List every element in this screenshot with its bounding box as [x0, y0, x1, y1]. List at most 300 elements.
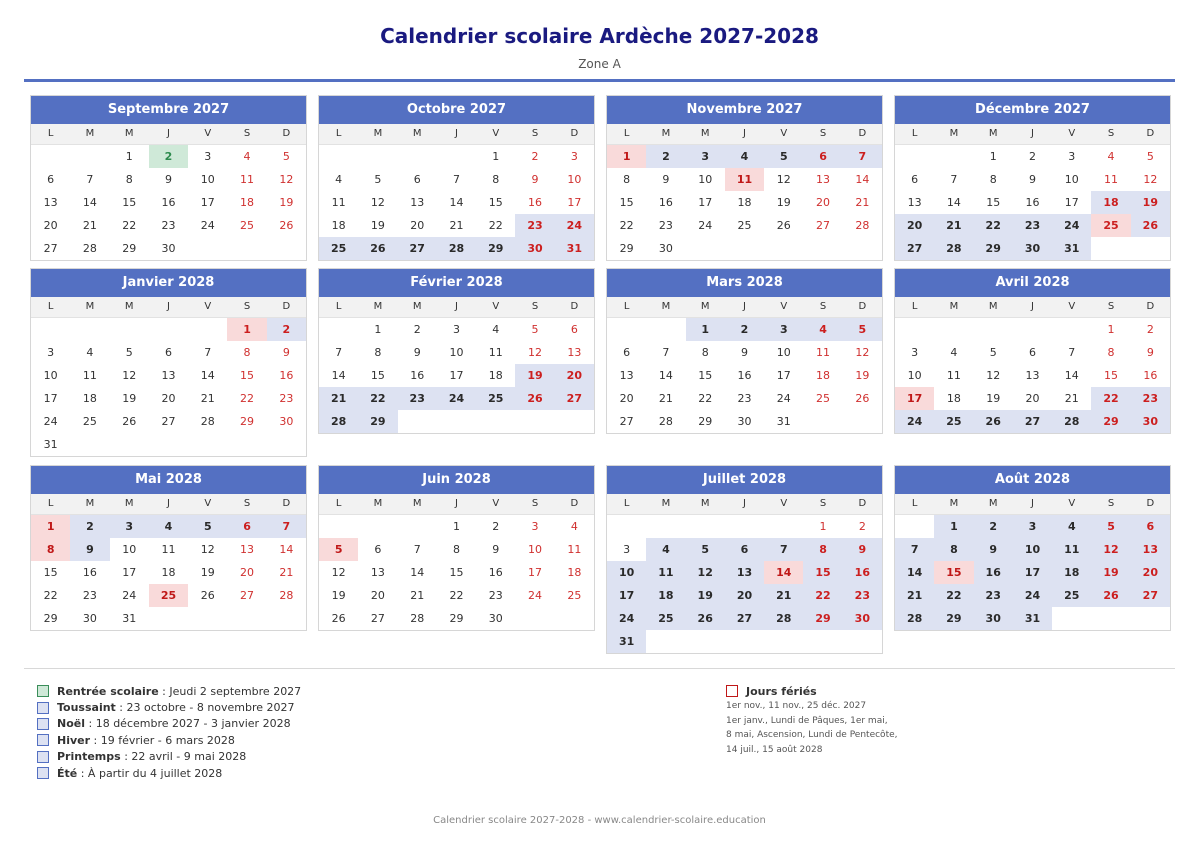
day-cell: 27: [816, 219, 831, 232]
holidays-list: [726, 699, 898, 757]
weekday-label: S: [1107, 498, 1115, 509]
month-title: Août 2028: [895, 466, 1170, 494]
day-cell: 6: [570, 323, 578, 336]
day-grid: [31, 318, 306, 456]
weekday-label: S: [531, 128, 539, 139]
empty-cell: [725, 515, 764, 538]
day-cell: 12: [122, 369, 137, 382]
day-cell: 3: [911, 346, 919, 359]
day-cell: 3: [623, 543, 631, 556]
day-cell: 31: [122, 612, 137, 625]
empty-cell: [398, 145, 437, 168]
weekday-label: S: [1107, 301, 1115, 312]
legend-name: Hiver: [57, 733, 91, 747]
weekday-label: S: [819, 301, 827, 312]
month-calendar: [894, 95, 1171, 261]
legend-name: Rentrée scolaire: [57, 684, 159, 698]
day-cell: 20: [410, 219, 425, 232]
weekday-label: L: [335, 498, 342, 509]
day-cell: 24: [200, 219, 215, 232]
day-cell: 18: [1052, 561, 1091, 584]
day-cell: 24: [1013, 584, 1052, 607]
day-cell: 22: [934, 584, 973, 607]
month-title: Septembre 2027: [31, 96, 306, 124]
weekday-label: M: [412, 301, 422, 312]
day-cell: 12: [331, 566, 346, 579]
weekday-label: M: [661, 301, 671, 312]
empty-cell: [31, 318, 70, 341]
day-cell: 6: [623, 346, 631, 359]
holidays-legend: [726, 683, 898, 757]
day-cell: 26: [974, 410, 1013, 433]
day-cell: 17: [895, 387, 934, 410]
day-cell: 8: [492, 173, 500, 186]
day-cell: 22: [240, 392, 255, 405]
day-cell: 25: [567, 589, 582, 602]
day-cell: 9: [164, 173, 172, 186]
day-cell: 8: [374, 346, 382, 359]
day-cell: 25: [816, 392, 831, 405]
weekday-label: S: [243, 301, 251, 312]
empty-cell: [895, 515, 934, 538]
day-cell: 21: [319, 387, 358, 410]
day-cell: 13: [567, 346, 582, 359]
day-cell: 29: [122, 242, 137, 255]
day-cell: 18: [240, 196, 255, 209]
day-cell: 17: [122, 566, 137, 579]
day-cell: 25: [1052, 584, 1091, 607]
empty-cell: [319, 515, 358, 538]
day-cell: 12: [1143, 173, 1158, 186]
day-cell: 1: [125, 150, 133, 163]
day-cell: 15: [698, 369, 713, 382]
day-cell: 21: [934, 214, 973, 237]
weekday-header: [31, 297, 306, 318]
weekday-label: M: [85, 128, 95, 139]
day-cell: 16: [658, 196, 673, 209]
day-cell: 26: [686, 607, 725, 630]
weekday-header: [319, 297, 594, 318]
legend-detail: : Jeudi 2 septembre 2027: [158, 684, 302, 698]
day-cell: 20: [619, 392, 634, 405]
day-cell: 22: [358, 387, 397, 410]
day-cell: 23: [658, 219, 673, 232]
empty-cell: [607, 318, 646, 341]
day-cell: 18: [331, 219, 346, 232]
day-cell: 6: [374, 543, 382, 556]
day-cell: 1: [934, 515, 973, 538]
weekday-label: M: [373, 128, 383, 139]
weekday-label: J: [1031, 498, 1034, 509]
day-cell: 8: [623, 173, 631, 186]
day-cell: 25: [240, 219, 255, 232]
day-cell: 24: [1052, 214, 1091, 237]
weekday-label: S: [1107, 128, 1115, 139]
day-grid: [607, 318, 882, 433]
legend-name: Printemps: [57, 750, 121, 764]
day-cell: 15: [449, 566, 464, 579]
day-cell: 7: [204, 346, 212, 359]
day-cell: 14: [279, 543, 294, 556]
day-grid: [319, 318, 594, 433]
day-cell: 14: [200, 369, 215, 382]
day-cell: 8: [31, 538, 70, 561]
day-grid: [31, 145, 306, 260]
day-cell: 15: [43, 566, 58, 579]
legend-item: [37, 699, 301, 715]
day-cell: 10: [698, 173, 713, 186]
day-cell: 6: [227, 515, 266, 538]
day-cell: 11: [240, 173, 255, 186]
day-cell: 30: [488, 612, 503, 625]
month-title: Octobre 2027: [319, 96, 594, 124]
weekday-label: D: [858, 498, 867, 509]
day-cell: 27: [555, 387, 594, 410]
month-calendar: [318, 268, 595, 434]
day-cell: 17: [449, 369, 464, 382]
day-cell: 27: [725, 607, 764, 630]
weekday-label: M: [661, 498, 671, 509]
day-cell: 10: [1064, 173, 1079, 186]
day-cell: 14: [946, 196, 961, 209]
day-cell: 5: [686, 538, 725, 561]
day-cell: 28: [437, 237, 476, 260]
day-cell: 13: [619, 369, 634, 382]
day-cell: 31: [1013, 607, 1052, 630]
day-cell: 15: [370, 369, 385, 382]
empty-cell: [70, 145, 109, 168]
day-cell: 22: [122, 219, 137, 232]
day-cell: 17: [698, 196, 713, 209]
day-cell: 25: [149, 584, 188, 607]
weekday-label: M: [700, 128, 710, 139]
day-cell: 24: [437, 387, 476, 410]
day-cell: 4: [646, 538, 685, 561]
day-cell: 27: [240, 589, 255, 602]
month-title: Décembre 2027: [895, 96, 1170, 124]
weekday-label: L: [911, 301, 918, 312]
empty-cell: [934, 318, 973, 341]
day-cell: 24: [528, 589, 543, 602]
weekday-label: M: [85, 498, 95, 509]
day-cell: 29: [974, 237, 1013, 260]
weekday-label: V: [1068, 128, 1076, 139]
day-cell: 19: [279, 196, 294, 209]
page-title: Calendrier scolaire Ardèche 2027-2028: [380, 24, 819, 48]
month-calendar: [606, 268, 883, 434]
weekday-label: M: [412, 498, 422, 509]
month-calendar: [606, 95, 883, 261]
day-cell: 22: [488, 219, 503, 232]
day-cell: 28: [934, 237, 973, 260]
holidays-line: 8 mai, Ascension, Lundi de Pentecôte,: [726, 730, 898, 741]
day-cell: 28: [410, 612, 425, 625]
day-cell: 11: [567, 543, 582, 556]
day-cell: 10: [449, 346, 464, 359]
empty-cell: [1013, 318, 1052, 341]
day-cell: 1: [452, 520, 460, 533]
day-cell: 30: [82, 612, 97, 625]
day-cell: 1: [492, 150, 500, 163]
legend-swatch-icon: [37, 718, 49, 730]
day-cell: 30: [658, 242, 673, 255]
day-cell: 21: [855, 196, 870, 209]
day-cell: 3: [1068, 150, 1076, 163]
day-cell: 23: [398, 387, 437, 410]
day-cell: 9: [843, 538, 882, 561]
day-cell: 22: [698, 392, 713, 405]
day-cell: 29: [449, 612, 464, 625]
day-cell: 10: [1013, 538, 1052, 561]
day-cell: 12: [200, 543, 215, 556]
day-cell: 17: [607, 584, 646, 607]
day-cell: 19: [776, 196, 791, 209]
day-cell: 17: [1064, 196, 1079, 209]
day-cell: 29: [240, 415, 255, 428]
day-cell: 3: [1013, 515, 1052, 538]
month-title: Avril 2028: [895, 269, 1170, 297]
day-cell: 2: [858, 520, 866, 533]
day-cell: 20: [43, 219, 58, 232]
day-cell: 20: [161, 392, 176, 405]
day-cell: 11: [946, 369, 961, 382]
weekday-label: V: [1068, 498, 1076, 509]
day-cell: 1: [686, 318, 725, 341]
legend-name: Toussaint: [57, 701, 116, 715]
empty-cell: [934, 145, 973, 168]
day-cell: 19: [515, 364, 554, 387]
day-cell: 8: [243, 346, 251, 359]
day-cell: 17: [528, 566, 543, 579]
month-calendar: [318, 465, 595, 631]
day-cell: 26: [331, 612, 346, 625]
day-cell: 25: [82, 415, 97, 428]
day-cell: 6: [1131, 515, 1170, 538]
day-cell: 15: [240, 369, 255, 382]
day-cell: 16: [488, 566, 503, 579]
day-cell: 7: [86, 173, 94, 186]
day-cell: 16: [1025, 196, 1040, 209]
day-cell: 20: [816, 196, 831, 209]
day-grid: [319, 145, 594, 260]
zone-subtitle: Zone A: [578, 57, 621, 71]
day-cell: 13: [43, 196, 58, 209]
day-cell: 25: [646, 607, 685, 630]
weekday-label: D: [1146, 128, 1155, 139]
day-cell: 2: [492, 520, 500, 533]
weekday-label: M: [412, 128, 422, 139]
day-cell: 15: [122, 196, 137, 209]
day-cell: 26: [1091, 584, 1130, 607]
day-cell: 8: [934, 538, 973, 561]
weekday-label: L: [623, 498, 630, 509]
day-cell: 5: [989, 346, 997, 359]
day-cell: 4: [335, 173, 343, 186]
day-cell: 28: [279, 589, 294, 602]
weekday-label: V: [204, 498, 212, 509]
day-cell: 5: [764, 145, 803, 168]
weekday-label: L: [47, 128, 54, 139]
legend-swatch-icon: [37, 734, 49, 746]
day-cell: 18: [946, 392, 961, 405]
empty-cell: [110, 318, 149, 341]
day-cell: 9: [70, 538, 109, 561]
day-cell: 24: [555, 214, 594, 237]
weekday-label: L: [335, 128, 342, 139]
day-cell: 2: [70, 515, 109, 538]
day-cell: 15: [986, 196, 1001, 209]
day-cell: 19: [1091, 561, 1130, 584]
day-cell: 12: [1091, 538, 1130, 561]
day-cell: 10: [607, 561, 646, 584]
empty-cell: [319, 145, 358, 168]
weekday-label: V: [1068, 301, 1076, 312]
day-cell: 12: [686, 561, 725, 584]
day-cell: 25: [737, 219, 752, 232]
day-cell: 26: [515, 387, 554, 410]
day-cell: 2: [725, 318, 764, 341]
day-cell: 7: [662, 346, 670, 359]
day-cell: 8: [803, 538, 842, 561]
day-cell: 19: [855, 369, 870, 382]
empty-cell: [646, 515, 685, 538]
day-cell: 2: [149, 145, 188, 168]
day-cell: 3: [204, 150, 212, 163]
day-cell: 23: [1013, 214, 1052, 237]
day-cell: 27: [43, 242, 58, 255]
day-cell: 18: [82, 392, 97, 405]
month-title: Novembre 2027: [607, 96, 882, 124]
weekday-label: L: [911, 498, 918, 509]
weekday-label: S: [243, 498, 251, 509]
day-cell: 27: [161, 415, 176, 428]
day-cell: 9: [531, 173, 539, 186]
weekday-label: J: [455, 301, 458, 312]
weekday-label: M: [949, 301, 959, 312]
day-cell: 26: [855, 392, 870, 405]
day-cell: 25: [319, 237, 358, 260]
day-cell: 8: [989, 173, 997, 186]
day-cell: 16: [1143, 369, 1158, 382]
day-cell: 12: [528, 346, 543, 359]
day-cell: 10: [43, 369, 58, 382]
day-cell: 16: [279, 369, 294, 382]
legend-swatch-icon: [37, 702, 49, 714]
weekday-label: J: [1031, 128, 1034, 139]
month-title: Janvier 2028: [31, 269, 306, 297]
day-cell: 7: [895, 538, 934, 561]
empty-cell: [646, 318, 685, 341]
day-cell: 14: [410, 566, 425, 579]
weekday-label: J: [455, 498, 458, 509]
day-cell: 9: [492, 543, 500, 556]
weekday-label: M: [988, 301, 998, 312]
day-cell: 8: [452, 543, 460, 556]
day-cell: 10: [528, 543, 543, 556]
weekday-label: D: [570, 128, 579, 139]
month-calendar: [318, 95, 595, 261]
day-cell: 14: [449, 196, 464, 209]
day-cell: 16: [410, 369, 425, 382]
day-grid: [607, 145, 882, 260]
day-cell: 3: [764, 318, 803, 341]
empty-cell: [895, 318, 934, 341]
day-cell: 12: [855, 346, 870, 359]
day-cell: 7: [764, 538, 803, 561]
month-title: Mars 2028: [607, 269, 882, 297]
weekday-label: V: [780, 128, 788, 139]
day-cell: 12: [370, 196, 385, 209]
day-cell: 19: [200, 566, 215, 579]
weekday-label: S: [819, 498, 827, 509]
legend-swatch-icon: [37, 751, 49, 763]
day-cell: 19: [1131, 191, 1170, 214]
legend-detail: : 18 décembre 2027 - 3 janvier 2028: [85, 717, 291, 731]
empty-cell: [398, 515, 437, 538]
day-cell: 29: [803, 607, 842, 630]
day-cell: 2: [413, 323, 421, 336]
day-cell: 29: [476, 237, 515, 260]
day-cell: 26: [122, 415, 137, 428]
day-cell: 13: [1025, 369, 1040, 382]
month-calendar: [30, 268, 307, 457]
legend-divider: [24, 668, 1175, 669]
day-cell: 26: [200, 589, 215, 602]
day-cell: 16: [843, 561, 882, 584]
day-cell: 1: [607, 145, 646, 168]
weekday-label: V: [204, 128, 212, 139]
weekday-header: [607, 297, 882, 318]
day-grid: [31, 515, 306, 630]
day-cell: 23: [1131, 387, 1170, 410]
day-cell: 21: [82, 219, 97, 232]
weekday-header: [607, 124, 882, 145]
day-cell: 11: [725, 168, 764, 191]
day-cell: 13: [816, 173, 831, 186]
weekday-label: M: [124, 128, 134, 139]
day-cell: 14: [331, 369, 346, 382]
day-cell: 18: [488, 369, 503, 382]
day-cell: 18: [567, 566, 582, 579]
weekday-label: D: [1146, 498, 1155, 509]
day-cell: 22: [43, 589, 58, 602]
day-cell: 2: [1146, 323, 1154, 336]
weekday-label: J: [455, 128, 458, 139]
day-cell: 4: [1052, 515, 1091, 538]
day-cell: 28: [855, 219, 870, 232]
empty-cell: [1052, 318, 1091, 341]
day-cell: 21: [279, 566, 294, 579]
day-cell: 3: [110, 515, 149, 538]
day-cell: 21: [658, 392, 673, 405]
empty-cell: [607, 515, 646, 538]
day-cell: 11: [816, 346, 831, 359]
weekday-label: M: [373, 301, 383, 312]
day-cell: 11: [1104, 173, 1119, 186]
day-cell: 27: [1131, 584, 1170, 607]
day-cell: 29: [358, 410, 397, 433]
weekday-header: [31, 124, 306, 145]
weekday-label: S: [243, 128, 251, 139]
day-cell: 15: [488, 196, 503, 209]
weekday-label: J: [743, 301, 746, 312]
weekday-label: D: [282, 128, 291, 139]
day-cell: 4: [725, 145, 764, 168]
day-cell: 25: [934, 410, 973, 433]
day-cell: 31: [776, 415, 791, 428]
empty-cell: [70, 318, 109, 341]
day-cell: 9: [1146, 346, 1154, 359]
